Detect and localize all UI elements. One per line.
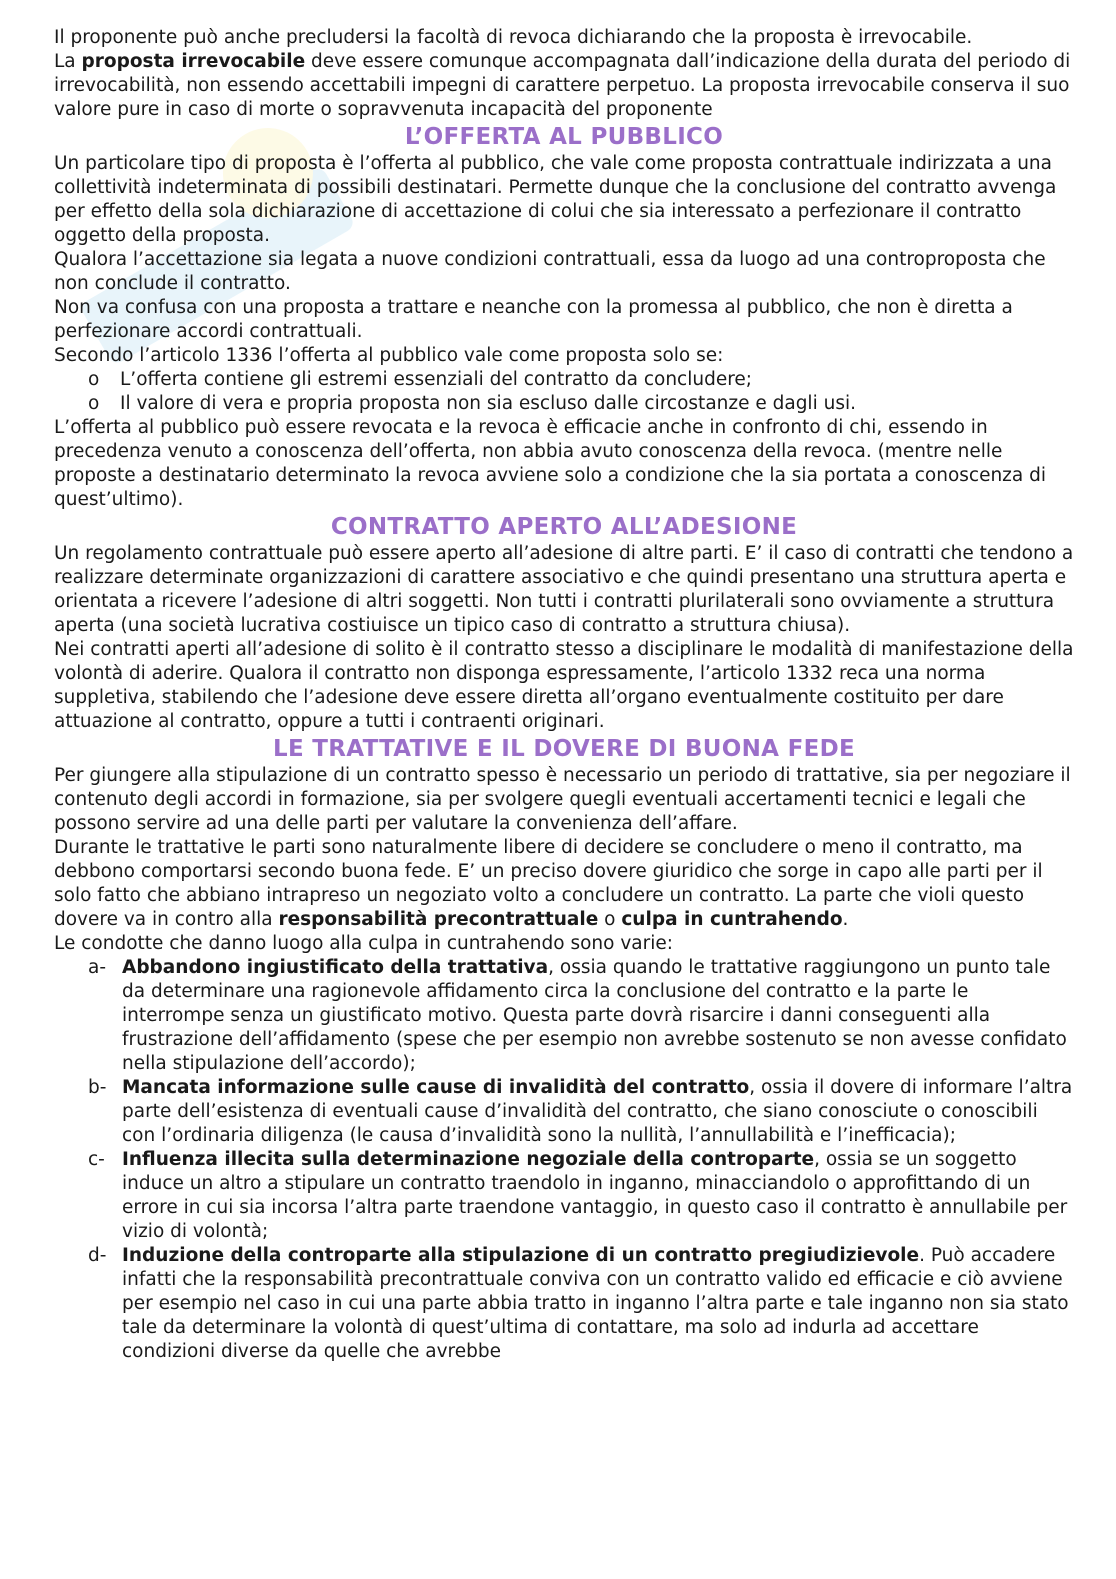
- list-item: a- Abbandono ingiustificato della trattativa, ossia quando le trattative raggiungono un punto tale da determinare una ragionevole affidamento circa la conclusione del contratto e la parte le interrompe senza un giustificato motivo. Questa parte dovrà risarcire i danni conseguenti alla frustrazione dell’affidamento (spese che per esempio non avrebbe sostenuto se non avesse confidato nella stipulazione dell’accordo);: [88, 957, 1067, 1074]
- heading-offerta-pubblico: L’OFFERTA AL PUBBLICO: [404, 124, 724, 150]
- list-item: o Il valore di vera e propria proposta non sia escluso dalle circostanze e dagli usi.: [88, 393, 856, 414]
- heading-trattative: LE TRATTATIVE E IL DOVERE DI BUONA FEDE: [273, 736, 855, 762]
- trattative-paragraph-1: Per giungere alla stipulazione di un contratto spesso è necessario un periodo di trattative, sia per negoziare il contenuto degli accordi in formazione, sia per svolgere quegli eventuali accertamenti tecnici e legali che possono servire ad una delle parti per valutare la convenienza dell’affare.: [54, 765, 1071, 834]
- offerta-paragraph-4: Secondo l’articolo 1336 l’offerta al pubblico vale come proposta solo se:: [54, 345, 724, 366]
- list-marker: c-: [88, 1149, 105, 1170]
- offerta-conditions-list: [54, 368, 1074, 416]
- offerta-paragraph-1: Un particolare tipo di proposta è l’offerta al pubblico, che vale come proposta contrattuale indirizzata a una collettività indeterminata di possibili destinatari. Permette dunque che la conclusione del contratto avvenga per effetto della sola dichiarazione di accettazione di colui che sia interessato a perfezionare il contratto oggetto della proposta.: [54, 153, 1057, 246]
- bullet-marker: o: [88, 369, 100, 390]
- trattative-paragraph-3: Le condotte che danno luogo alla culpa in cuntrahendo sono varie:: [54, 933, 674, 954]
- document-page: [54, 26, 1074, 1364]
- trattative-paragraph-2: Durante le trattative le parti sono naturalmente libere di decidere se concludere o meno il contratto, ma debbono comportarsi secondo buona fede. E’ un preciso dovere giuridico che sorge in capo alle parti per il solo fatto che abbiano intrapreso un negoziato volto a concludere un contratto. La parte che violi questo dovere va in contro alla responsabilità precontrattuale o culpa in cuntrahendo.: [54, 837, 1043, 930]
- offerta-paragraph-3: Non va confusa con una proposta a trattare e neanche con la promessa al pubblico, che non è diretta a perfezionare accordi contrattuali.: [54, 297, 1013, 342]
- list-marker: a-: [88, 957, 107, 978]
- list-item: b- Mancata informazione sulle cause di invalidità del contratto, ossia il dovere di informare l’altra parte dell’esistenza di eventuali cause d’invalidità del contratto, che siano conosciute o conoscibili con l’ordinaria diligenza (le causa d’invalidità sono la nullità, l’annullabilità e l’inefficacia);: [88, 1077, 1073, 1146]
- list-marker: b-: [88, 1077, 107, 1098]
- list-item: o L’offerta contiene gli estremi essenziali del contratto da concludere;: [88, 369, 753, 390]
- condotte-list: [54, 956, 1074, 1364]
- term-proposta-irrevocabile: proposta irrevocabile: [81, 51, 306, 72]
- list-marker: d-: [88, 1245, 107, 1266]
- list-item: d- Induzione della controparte alla stipulazione di un contratto pregiudizievole. Può accadere infatti che la responsabilità precontrattuale conviva con un contratto valido ed efficacie e ciò avviene per esempio nel caso in cui una parte abbia tratto in inganno l’altra parte e tale inganno non sia stato tale da determinare la volontà di quest’ultima di contattare, ma solo ad indurla ad accettare condizioni diverse da quelle che avrebbe: [88, 1245, 1069, 1362]
- contratto-paragraph-1: Un regolamento contrattuale può essere aperto all’adesione di altre parti. E’ il caso di contratti che tendono a realizzare determinate organizzazioni di carattere associativo e che quindi presentano una struttura aperta e orientata a ricevere l’adesione di altri soggetti. Non tutti i contratti plurilaterali sono ovviamente a struttura aperta (una società lucrativa costiuisce un tipico caso di contratto a struttura chiusa).: [54, 543, 1074, 636]
- term-culpa-in-cuntrahendo: culpa in cuntrahendo: [621, 909, 843, 930]
- bullet-marker: o: [88, 393, 100, 414]
- intro-paragraph-1: Il proponente può anche precludersi la facoltà di revoca dichiarando che la proposta è irrevocabile.: [54, 27, 973, 48]
- heading-contratto-aperto: CONTRATTO APERTO ALL’ADESIONE: [330, 514, 798, 540]
- offerta-paragraph-2: Qualora l’accettazione sia legata a nuove condizioni contrattuali, essa da luogo ad una controproposta che non conclude il contratto.: [54, 249, 1046, 294]
- intro-paragraph-2: La proposta irrevocabile deve essere comunque accompagnata dall’indicazione della durata del periodo di irrevocabilità, non essendo accettabili impegni di carattere perpetuo. La proposta irrevocabile conserva il suo valore pure in caso di morte o sopravvenuta incapacità del proponente: [54, 51, 1071, 120]
- list-item: c- Influenza illecita sulla determinazione negoziale della controparte, ossia se un soggetto induce un altro a stipulare un contratto traendolo in inganno, minacciandolo o approfittando di un errore in cui sia incorsa l’altra parte traendone vantaggio, in questo caso il contratto è annullabile per vizio di volontà;: [88, 1149, 1068, 1242]
- offerta-paragraph-5: L’offerta al pubblico può essere revocata e la revoca è efficacie anche in confronto di chi, essendo in precedenza venuto a conoscenza dell’offerta, non abbia avuto conoscenza della revoca. (mentre nelle proposte a destinatario determinato la revoca avviene solo a condizione che la sia portata a conoscenza di quest’ultimo).: [54, 417, 1046, 510]
- contratto-paragraph-2: Nei contratti aperti all’adesione di solito è il contratto stesso a disciplinare le modalità di manifestazione della volontà di aderire. Qualora il contratto non disponga espressamente, l’articolo 1332 reca una norma suppletiva, stabilendo che l’adesione deve essere diretta all’organo eventualmente costituito per dare attuazione al contratto, oppure a tutti i contraenti originari.: [54, 639, 1074, 732]
- term-responsabilita-precontrattuale: responsabilità precontrattuale: [278, 909, 599, 930]
